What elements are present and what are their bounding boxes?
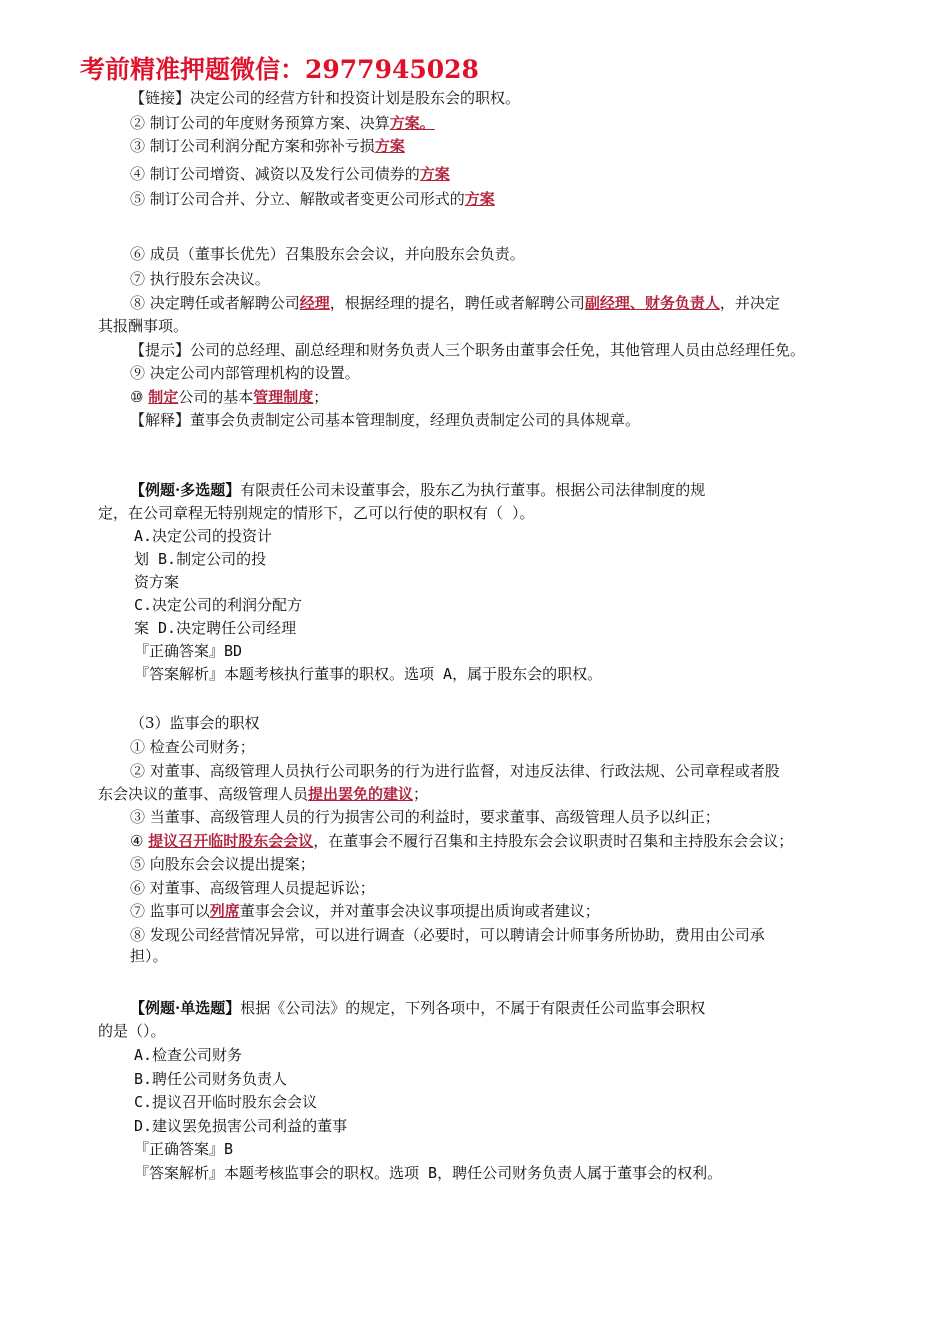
board-item-2: ② 制订公司的年度财务预算方案、决算方案。 [130, 114, 435, 132]
highlight-text: 方案。 [389, 114, 435, 132]
example1-option-line: 资方案 [134, 573, 180, 591]
supervisory-item-3: ③ 当董事、高级管理人员的行为损害公司的利益时，要求董事、高级管理人员予以纠正； [130, 808, 720, 826]
supervisory-item-6: ⑥ 对董事、高级管理人员提起诉讼； [130, 879, 375, 897]
board-item-8: ⑧ 决定聘任或者解聘公司经理，根据经理的提名，聘任或者解聘公司副经理、财务负责人，并决定 [130, 294, 780, 312]
board-item-8-cont: 其报酬事项。 [98, 317, 189, 335]
board-item-5: ⑤ 制订公司合并、分立、解散或者变更公司形式的方案 [130, 190, 495, 208]
supervisory-item-8-cont: 担）。 [130, 947, 168, 965]
explain-note: 【解释】董事会负责制定公司基本管理制度，经理负责制定公司的具体规章。 [130, 411, 641, 429]
example1-question-line2: 定，在公司章程无特别规定的情形下，乙可以行使的职权有（ ）。 [98, 504, 535, 522]
example1-answer: 『正确答案』BD [134, 642, 243, 660]
tip-note: 【提示】公司的总经理、副总经理和财务负责人三个职务由董事会任免，其他管理人员由总经理任免。 [130, 341, 806, 359]
link-note: 【链接】决定公司的经营方针和投资计划是股东会的职权。 [130, 89, 521, 107]
example2-answer: 『正确答案』B [134, 1140, 234, 1158]
example1-option-line: C.决定公司的利润分配方 [134, 596, 303, 614]
supervisory-heading: （3）监事会的职权 [130, 714, 260, 732]
watermark-title: 考前精准押题微信：2977945028 [80, 55, 479, 84]
example2-question-line1: 【例题·单选题】根据《公司法》的规定，下列各项中，不属于有限责任公司监事会职权 [130, 999, 706, 1017]
supervisory-item-5: ⑤ 向股东会会议提出提案； [130, 855, 315, 873]
example2-analysis: 『答案解析』本题考核监事会的职权。选项 B，聘任公司财务负责人属于董事会的权利。 [134, 1164, 723, 1182]
example2-option-c: C.提议召开临时股东会会议 [134, 1093, 318, 1111]
board-item-10: ⑩ 制定公司的基本管理制度； [130, 388, 329, 406]
supervisory-item-7: ⑦ 监事可以列席董事会会议，并对董事会决议事项提出质询或者建议； [130, 902, 600, 920]
example2-option-b: B.聘任公司财务负责人 [134, 1070, 288, 1088]
example2-option-d: D.建议罢免损害公司利益的董事 [134, 1117, 348, 1135]
example1-option-line: A.决定公司的投资计 [134, 527, 273, 545]
supervisory-item-2-cont: 东会决议的董事、高级管理人员提出罢免的建议； [98, 785, 429, 803]
example2-question-line2: 的是（）。 [98, 1022, 166, 1040]
example1-option-line: 划 B.制定公司的投 [134, 550, 267, 568]
board-item-3: ③ 制订公司利润分配方案和弥补亏损方案 [130, 137, 405, 155]
supervisory-item-8: ⑧ 发现公司经营情况异常，可以进行调查（必要时，可以聘请会计师事务所协助，费用由公司承 [130, 926, 765, 944]
example1-question-line1: 【例题·多选题】有限责任公司未设董事会，股东乙为执行董事。根据公司法律制度的规 [130, 481, 706, 499]
board-item-7: ⑦ 执行股东会决议。 [130, 270, 270, 288]
supervisory-item-1: ① 检查公司财务； [130, 738, 255, 756]
supervisory-item-4: ④ 提议召开临时股东会会议，在董事会不履行召集和主持股东会会议职责时召集和主持股东会会议； [130, 832, 794, 850]
example1-option-line: 案 D.决定聘任公司经理 [134, 619, 297, 637]
board-item-4: ④ 制订公司增资、减资以及发行公司债券的方案 [130, 165, 450, 183]
board-item-6: ⑥ 成员（董事长优先）召集股东会会议，并向股东会负责。 [130, 245, 525, 263]
board-item-9: ⑨ 决定公司内部管理机构的设置。 [130, 364, 360, 382]
example1-analysis: 『答案解析』本题考核执行董事的职权。选项 A，属于股东会的职权。 [134, 665, 603, 683]
example2-option-a: A.检查公司财务 [134, 1046, 243, 1064]
supervisory-item-2: ② 对董事、高级管理人员执行公司职务的行为进行监督，对违反法律、行政法规、公司章程或者股 [130, 762, 780, 780]
